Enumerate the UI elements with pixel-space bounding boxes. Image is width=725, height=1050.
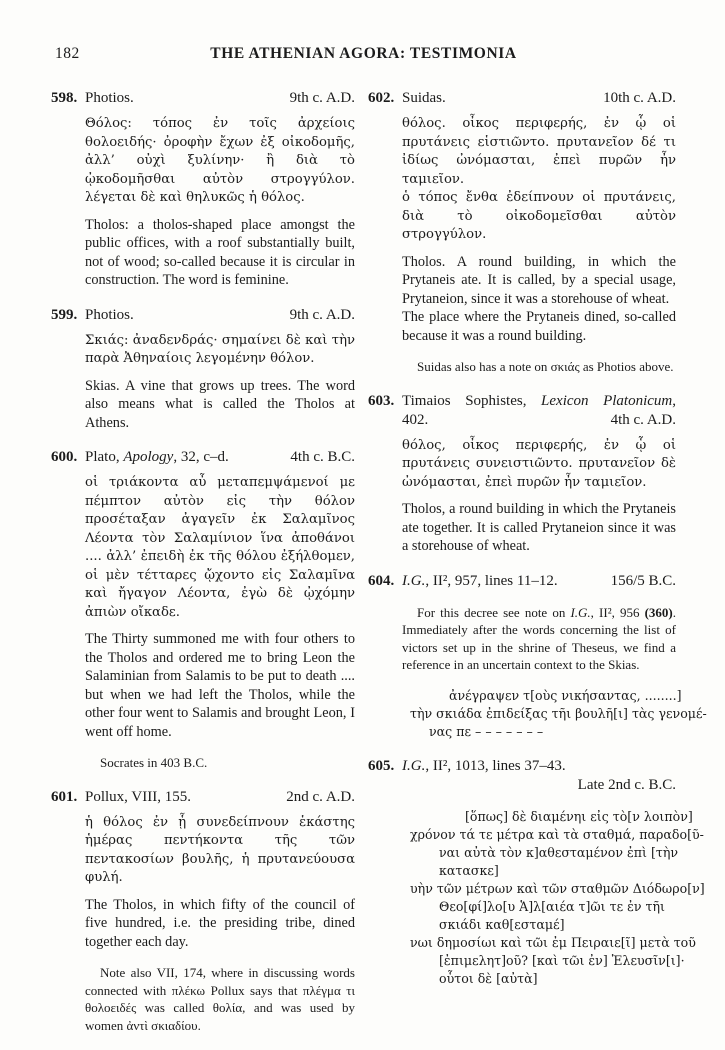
entry-header bbox=[51, 788, 355, 807]
translation-text: Skias. A vine that grows up trees. The word also means what is called the Tholos at Athens. bbox=[85, 377, 355, 431]
greek-text: θόλος. οἶκος περιφερής, ἐν ᾧ οἱ πρυτάνεις εἱστιῶντο. πρυτανεῖον δέ τι ἰδίως ὠνόμασται, ἐπεὶ πυρῶν ἦν ταμιεῖον. bbox=[402, 116, 676, 187]
note-italic-ref: I.G. bbox=[570, 604, 591, 620]
entry-number: 603. bbox=[368, 392, 395, 409]
inscription-quote bbox=[402, 808, 705, 988]
entry-605 bbox=[368, 757, 705, 988]
entry-body bbox=[85, 474, 355, 772]
entry-603 bbox=[368, 392, 676, 556]
page-number: 182 bbox=[55, 45, 80, 62]
entry-header bbox=[368, 572, 676, 591]
entry-body bbox=[402, 437, 676, 556]
entry-header-line2 bbox=[402, 776, 676, 795]
translation-text: The Thirty summoned me with four others to the Tholos and ordered me to bring Leon the Salaminian from Salamis to be put to death .... but when we had left the Tholos, while the other four went to Salamis and brought Leon, I went off home. bbox=[85, 631, 355, 740]
entry-number: 604. bbox=[368, 572, 395, 589]
verse-line: χρόνον τά τε μέτρα καὶ τὰ σταθμά, παραδο[ῦ- bbox=[410, 826, 704, 842]
source-work-title: Lexicon Platonicum bbox=[541, 392, 673, 409]
entry-body bbox=[402, 808, 705, 988]
entry-header bbox=[51, 306, 355, 325]
greek-text: Σκιάς: ἀναδενδράς· σημαίνει δὲ καὶ τὴν παρὰ Ἀθηναίοις λεγομένην θόλον. bbox=[85, 332, 355, 366]
entry-date: 156/5 B.C. bbox=[610, 572, 676, 589]
entry-number: 599. bbox=[51, 306, 78, 323]
entry-date: 4th c. A.D. bbox=[610, 411, 676, 428]
entry-602 bbox=[368, 89, 676, 376]
translation-text: The Tholos, in which fifty of the council of five hundred, i.e. the presiding tribe, dined together each day. bbox=[85, 896, 355, 950]
source-work-title: I.G. bbox=[402, 572, 426, 589]
source-citation: , bbox=[672, 392, 676, 409]
entry-header bbox=[51, 448, 355, 467]
source-author: Plato, bbox=[85, 449, 124, 465]
entry-body bbox=[402, 604, 707, 741]
entry-source bbox=[85, 448, 284, 467]
entry-source bbox=[402, 392, 676, 411]
note-bold-ref: (360) bbox=[644, 604, 673, 620]
verse-line: ναι αὐτὰ τὸν κ]αθεσταμένον ἐπὶ [τὴν bbox=[439, 844, 679, 860]
greek-text: οἱ τριάκοντα αὖ μεταπεμψάμενοί με πέμπτον αὐτὸν εἰς τὴν θόλον προσέταξαν ἀγαγεῖν ἐκ Σαλαμῖνος Λέοντα τὸν Σαλαμίνιον ἵνα ἀποθάνοι .... ἀλλ’ ἐπειδὴ ἐκ τῆς θόλου ἐξήλθομεν, οἱ μὲν τέτταρες ᾤχοντο εἰς Σαλαμῖνα καὶ ἤγαγον Λέοντα, ἐγὼ δὲ ᾠχόμην ἀπιὼν οἴκαδε. bbox=[85, 475, 355, 620]
source-citation: , II², 1013, lines 37–43. bbox=[425, 757, 566, 774]
entry-601 bbox=[51, 788, 355, 1035]
entry-number: 605. bbox=[368, 757, 395, 774]
entry-number: 598. bbox=[51, 90, 78, 106]
inscription-quote bbox=[402, 687, 707, 741]
verse-line: νας πε – – – – – – – bbox=[429, 723, 544, 739]
entry-date: 9th c. A.D. bbox=[289, 306, 355, 323]
verse-line: νωι δημοσίωι καὶ τῶι ἐμ Πειραιε[ῖ] μετὰ τοῦ bbox=[410, 934, 696, 950]
entry-header bbox=[368, 757, 676, 776]
entry-body bbox=[85, 115, 355, 290]
translation-text: Tholos. A round building, in which the Prytaneis ate. It is called, by a special usage, Prytaneion, since it was a storehouse of wheat. bbox=[402, 253, 676, 307]
source-citation: , II², 957, lines 11–12. bbox=[425, 572, 558, 589]
entry-number: 602. bbox=[368, 90, 395, 106]
running-title: THE ATHENIAN AGORA: TESTIMONIA bbox=[210, 45, 517, 62]
note-text: . Immediately after the words concerning the list of victors set up in the shrine of Theseus, we find a reference in an uncertain context to the Skias. bbox=[402, 604, 677, 672]
source-work-title: Apology bbox=[123, 449, 174, 465]
translation-text: Tholos, a round building in which the Prytaneis ate together. It is called Prytaneion since it was a storehouse of wheat. bbox=[402, 501, 676, 554]
entry-date: 9th c. A.D. bbox=[289, 90, 355, 106]
source-section: 402. bbox=[402, 411, 429, 428]
entry-598 bbox=[51, 89, 355, 290]
entry-number: 601. bbox=[51, 788, 78, 805]
verse-line: σκιάδι καθ[εσταμέ] bbox=[439, 916, 565, 932]
translation-text: Tholos: a tholos-shaped place amongst the public offices, with a roof substantially built, not of wood; so-called because it is circular in construction. The word is feminine. bbox=[85, 216, 355, 288]
note-text: For this decree see note on bbox=[417, 604, 571, 620]
entry-600 bbox=[51, 448, 355, 772]
source-work-title: I.G. bbox=[402, 757, 426, 774]
source-author: Timaios Sophistes, bbox=[402, 392, 542, 409]
verse-line: [ὅπως] δὲ διαμένηι εἰς τὸ[ν λοιπὸν] bbox=[465, 808, 693, 824]
entry-604 bbox=[368, 572, 707, 741]
verse-line: Θεο[φί]λο[υ Ἁ]λ[αιέα τ]ῶι τε ἐν τῆι bbox=[439, 898, 665, 914]
entry-header-line2 bbox=[402, 411, 676, 430]
verse-line: [ἐπιμελητ]οῦ? [καὶ τῶι ἐν] Ἐλευσῖν[ι]· bbox=[439, 952, 685, 968]
entry-header bbox=[51, 89, 355, 108]
entry-source: Suidas. bbox=[402, 90, 446, 106]
source-citation: , 32, c–d. bbox=[173, 449, 229, 465]
entry-body bbox=[402, 115, 676, 376]
greek-text-block bbox=[402, 115, 676, 245]
entry-599 bbox=[51, 306, 355, 433]
editorial-note: Socrates in 403 B.C. bbox=[100, 755, 208, 770]
greek-text: θόλος, οἶκος περιφερής, ἐν ᾧ οἱ πρυτάνεις συνειστιῶντο. πρυτανεῖον δὲ ὠνόμασται, ἐπεὶ πυρῶν ἦν ταμιεῖον. bbox=[402, 437, 676, 490]
entry-source: Pollux, VIII, 155. bbox=[85, 788, 191, 805]
left-column bbox=[51, 89, 355, 1050]
greek-text: ἡ θόλος ἐν ᾗ συνεδείπνουν ἑκάστης ἡμέρας πεντήκοντα τῆς τῶν πεντακοσίων βουλῆς, ἡ πρυτανεύουσα φυλή. bbox=[85, 814, 355, 885]
entry-number: 600. bbox=[51, 449, 78, 465]
entry-date: 2nd c. A.D. bbox=[286, 788, 355, 805]
entry-source: Photios. bbox=[85, 90, 134, 106]
note-text: , II², 956 bbox=[590, 604, 645, 620]
entry-header bbox=[368, 89, 676, 108]
greek-text: ὁ τόπος ἔνθα ἐδείπνουν οἱ πρυτάνεις, διὰ τὸ οἰκοδομεῖσθαι αὐτὸν στρογγύλον. bbox=[402, 190, 676, 242]
entry-header bbox=[368, 392, 676, 411]
verse-line: ἀνέγραψεν τ[οὺς νικήσαντας, ........] bbox=[449, 687, 682, 703]
spacer bbox=[402, 776, 578, 795]
entry-body bbox=[85, 814, 355, 1035]
entry-source bbox=[402, 757, 676, 776]
greek-text: Θόλος: τόπος ἐν τοῖς ἀρχείοις θολοειδής· ὀροφὴν ἔχων ἐξ οἰκοδομῆς, ἀλλ’ οὐχὶ ξυλίνην· ἢ διὰ τὸ ᾠκοδομῆσθαι αὐτὸν στρογγύλον. λέγεται δὲ καὶ θηλυκῶς ἡ θόλος. bbox=[85, 116, 355, 205]
verse-line: οὗτοι δὲ [αὐτὰ] bbox=[439, 970, 538, 986]
editorial-note: Suidas also has a note on σκιάς as Photios above. bbox=[417, 359, 674, 374]
entry-date: 10th c. A.D. bbox=[603, 90, 676, 106]
right-column bbox=[368, 89, 707, 1050]
entry-date: 4th c. B.C. bbox=[290, 449, 355, 465]
entry-source bbox=[402, 572, 605, 591]
page-header bbox=[51, 44, 676, 64]
translation-block bbox=[402, 253, 676, 346]
entry-body bbox=[85, 332, 355, 433]
editorial-note: Note also VII, 174, where in discussing words connected with πλέκω Pollux says that πλέγμα τι θολοειδές was called θολία, and was used by women ἀντὶ σκιαδίου. bbox=[85, 965, 355, 1033]
entry-source: Photios. bbox=[85, 306, 134, 323]
verse-line: κατασκε] bbox=[439, 862, 499, 878]
entry-date: Late 2nd c. B.C. bbox=[577, 776, 676, 793]
verse-line: τὴν σκιάδα ἐπιδείξας τῆι βουλῆ[ι] τὰς γενομέ- bbox=[410, 705, 707, 721]
translation-text: The place where the Prytaneis dined, so-called because it was a round building. bbox=[402, 309, 676, 344]
verse-line: υὴν τῶν μέτρων καὶ τῶν σταθμῶν Διόδωρο[ν] bbox=[410, 880, 705, 896]
editorial-note bbox=[402, 604, 676, 674]
two-column-layout bbox=[51, 89, 707, 1050]
